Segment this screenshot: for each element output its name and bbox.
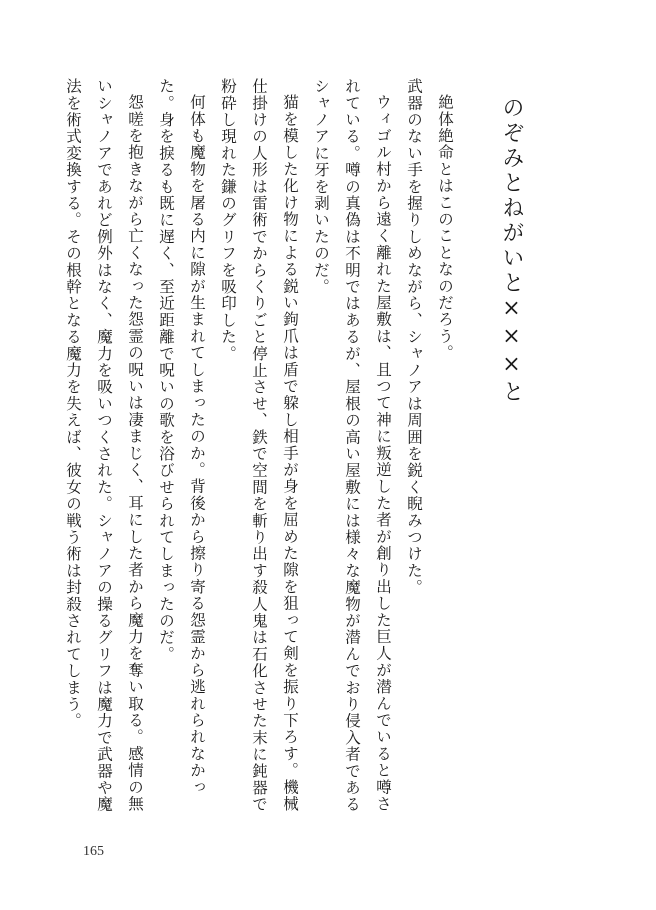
body-text bbox=[57, 78, 460, 818]
paragraph: 何体も魔物を屠る内に隙が生まれてしまったのか。背後から擦り寄る怨霊から逃れられなかった。身を捩るも既に遅く、至近距離で呪いの歌を浴びせられてしまったのだ。 bbox=[157, 78, 206, 795]
paragraph: 武器のない手を握りしめながら、シャノアは周囲を鋭く睨みつけた。 bbox=[405, 78, 423, 596]
chapter-title: のぞみとねがいと×××と bbox=[499, 96, 524, 405]
paragraph: 猫を模した化け物による鋭い鉤爪は盾で躱し相手が身を屈めた隙を狙って剣を振り下ろす。機械仕掛けの人形は雷術でからくりごと停止させ、鉄で空間を斬り出す殺人鬼は石化させた末に鈍器で粉砕し現れた鎌のグリフを吸印した。 bbox=[219, 78, 299, 813]
paragraph: 怨嗟を抱きながら亡くなった怨霊の呪いは凄まじく、耳にした者から魔力を奪い取る。感情の無いシャノアであれど例外はなく、魔力を吸いつくされた。シャノアの操るグリフは魔力で武器や魔法を術式変換する。その根幹となる魔力を失えば、彼女の戦う術は封殺されてしまう。 bbox=[64, 78, 144, 813]
paragraph: ウィゴル村から遠く離れた屋敷は、且つて神に叛逆した者が創り出した巨人が潜んでいると噂されている。噂の真偽は不明ではあるが、屋根の高い屋敷には様々な魔物が潜んでおり侵入者であるシャノアに牙を剥いたのだ。 bbox=[312, 78, 392, 813]
paragraph: 絶体絶命とはこのことなのだろう。 bbox=[436, 93, 454, 361]
page-number: 165 bbox=[83, 844, 104, 859]
